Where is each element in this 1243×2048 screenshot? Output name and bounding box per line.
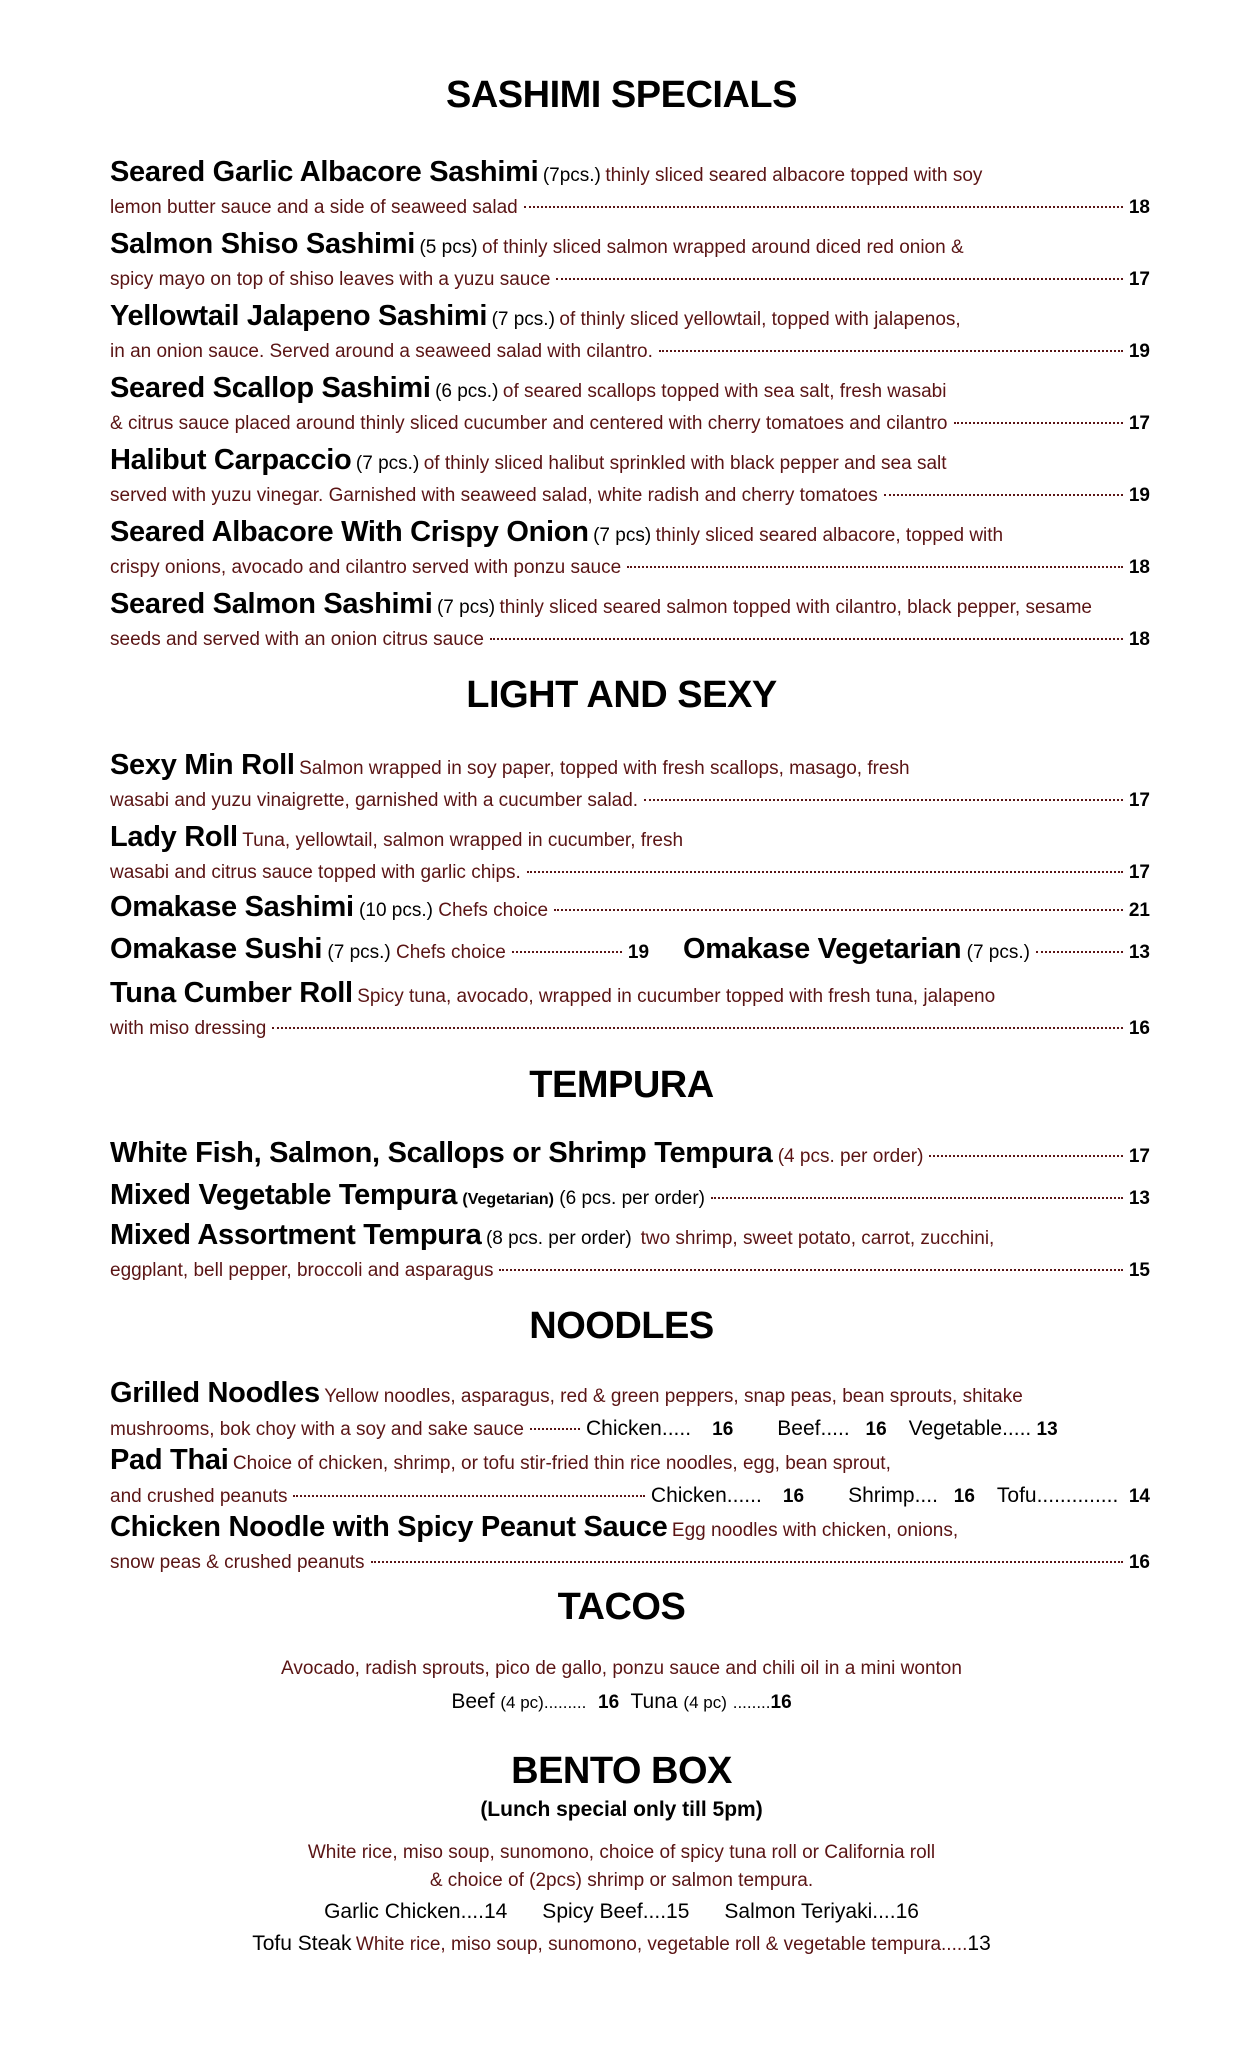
menu-item-white-fish-tempura: White Fish, Salmon, Scallops or Shrimp Tempura (4 pcs. per order) 17 xyxy=(110,1136,1150,1174)
bento-subtitle: (Lunch special only till 5pm) xyxy=(480,1798,763,1821)
price: 13 xyxy=(1128,1188,1150,1209)
price: 17 xyxy=(1128,790,1150,811)
price: 19 xyxy=(1128,485,1150,506)
menu-item-tuna-cumber-roll: Tuna Cumber Roll Spicy tuna, avocado, wrapped in cucumber topped with fresh tuna, jalapeno with miso dressing 16 xyxy=(110,976,1150,1043)
bento-description-line2: & choice of (2pcs) shrimp or salmon tempura. xyxy=(429,1870,814,1891)
price: 18 xyxy=(1128,197,1150,218)
bento-tofu-steak: Tofu Steak White rice, miso soup, sunomono, vegetable roll & vegetable tempura.....13 xyxy=(252,1932,991,1955)
menu-item-pad-thai: Pad Thai Choice of chicken, shrimp, or tofu stir-fried thin rice noodles, egg, bean sprout, and crushed peanuts Chicken...... 16 Shrimp.... 16 Tofu.............. 14 xyxy=(110,1444,1150,1507)
price: 17 xyxy=(1128,862,1150,883)
price: 17 xyxy=(1128,413,1150,434)
menu-item-sexy-min-roll: Sexy Min Roll Salmon wrapped in soy paper, topped with fresh scallops, masago, fresh wasabi and yuzu vinaigrette, garnished with a cucumber salad. 17 xyxy=(110,748,1150,815)
section-title-noodles: NOODLES xyxy=(529,1305,714,1347)
menu-item-mixed-vegetable-tempura: Mixed Vegetable Tempura (Vegetarian) (6 pcs. per order) 13 xyxy=(110,1178,1150,1217)
price: 16 xyxy=(1128,1552,1150,1573)
omakase-vegetarian-name: Omakase Vegetarian xyxy=(683,933,962,965)
menu-item-seared-garlic-albacore: Seared Garlic Albacore Sashimi (7pcs.) thinly sliced seared albacore topped with soy lemon butter sauce and a side of seaweed salad 18 xyxy=(110,155,1150,222)
price: 19 xyxy=(627,942,650,963)
menu-item-seared-salmon: Seared Salmon Sashimi (7 pcs) thinly sliced seared salmon topped with cilantro, black pepper, sesame seeds and served with an onion citrus sauce 18 xyxy=(110,587,1150,654)
menu-item-yellowtail-jalapeno: Yellowtail Jalapeno Sashimi (7 pcs.) of thinly sliced yellowtail, topped with jalapenos, in an onion sauce. Served around a seaweed salad with cilantro. 19 xyxy=(110,299,1150,366)
menu-item-halibut-carpaccio: Halibut Carpaccio (7 pcs.) of thinly sliced halibut sprinkled with black pepper and sea salt served with yuzu vinegar. Garnished with seaweed salad, white radish and cherry tomatoes 19 xyxy=(110,443,1150,510)
price: 17 xyxy=(1128,1146,1150,1167)
menu-item-salmon-shiso: Salmon Shiso Sashimi (5 pcs) of thinly sliced salmon wrapped around diced red onion & spicy mayo on top of shiso leaves with a yuzu sauce 17 xyxy=(110,227,1150,294)
menu-item-chicken-noodle-spicy-peanut: Chicken Noodle with Spicy Peanut Sauce Egg noodles with chicken, onions, snow peas & crushed peanuts 16 xyxy=(110,1510,1150,1577)
section-title-tempura: TEMPURA xyxy=(529,1064,714,1106)
price: 17 xyxy=(1128,269,1150,290)
section-title-bento-box: BENTO BOX xyxy=(511,1750,732,1792)
menu-item-seared-albacore-crispy-onion: Seared Albacore With Crispy Onion (7 pcs) thinly sliced seared albacore, topped with crispy onions, avocado and cilantro served with ponzu sauce 18 xyxy=(110,515,1150,582)
menu-item-mixed-assortment-tempura: Mixed Assortment Tempura (8 pcs. per order) two shrimp, sweet potato, carrot, zucchini, eggplant, bell pepper, broccoli and asparagus 15 xyxy=(110,1218,1150,1285)
section-title-sashimi: SASHIMI SPECIALS xyxy=(446,74,797,116)
price: 21 xyxy=(1128,900,1150,921)
price: 16 xyxy=(1128,1018,1150,1039)
menu-item-lady-roll: Lady Roll Tuna, yellowtail, salmon wrapped in cucumber, fresh wasabi and citrus sauce topped with garlic chips. 17 xyxy=(110,820,1150,887)
menu-item-omakase-sashimi: Omakase Sashimi (10 pcs.) Chefs choice 21 xyxy=(110,890,1150,928)
price: 18 xyxy=(1128,557,1150,578)
menu-item-seared-scallop: Seared Scallop Sashimi (6 pcs.) of seared scallops topped with sea salt, fresh wasabi & citrus sauce placed around thinly sliced cucumber and centered with cherry tomatoes and cilantro 17 xyxy=(110,371,1150,438)
section-title-light-and-sexy: LIGHT AND SEXY xyxy=(466,674,777,716)
menu-item-grilled-noodles: Grilled Noodles Yellow noodles, asparagus, red & green peppers, snap peas, bean sprouts, shitake mushrooms, bok choy with a soy and sake sauce Chicken..... 16 Beef..... 16 Vegetable..... 13 xyxy=(110,1377,1058,1440)
price: 13 xyxy=(1128,942,1150,963)
section-title-tacos: TACOS xyxy=(557,1586,686,1628)
price: 15 xyxy=(1128,1260,1150,1281)
price: 19 xyxy=(1128,341,1150,362)
omakase-sushi-name: Omakase Sushi xyxy=(110,933,323,965)
tacos-prices: Beef (4 pc)......... 16 Tuna (4 pc) ........16 xyxy=(451,1690,792,1713)
bento-options: Garlic Chicken....14 Spicy Beef....15 Salmon Teriyaki....16 xyxy=(324,1900,919,1923)
tacos-description: Avocado, radish sprouts, pico de gallo, ponzu sauce and chili oil in a mini wonton xyxy=(281,1658,962,1679)
bento-description-line1: White rice, miso soup, sunomono, choice of spicy tuna roll or California roll xyxy=(307,1842,936,1863)
menu-item-omakase-row: Omakase Sushi (7 pcs.) Chefs choice 19 Omakase Vegetarian (7 pcs.) 13 xyxy=(110,932,1150,970)
price: 18 xyxy=(1128,629,1150,650)
